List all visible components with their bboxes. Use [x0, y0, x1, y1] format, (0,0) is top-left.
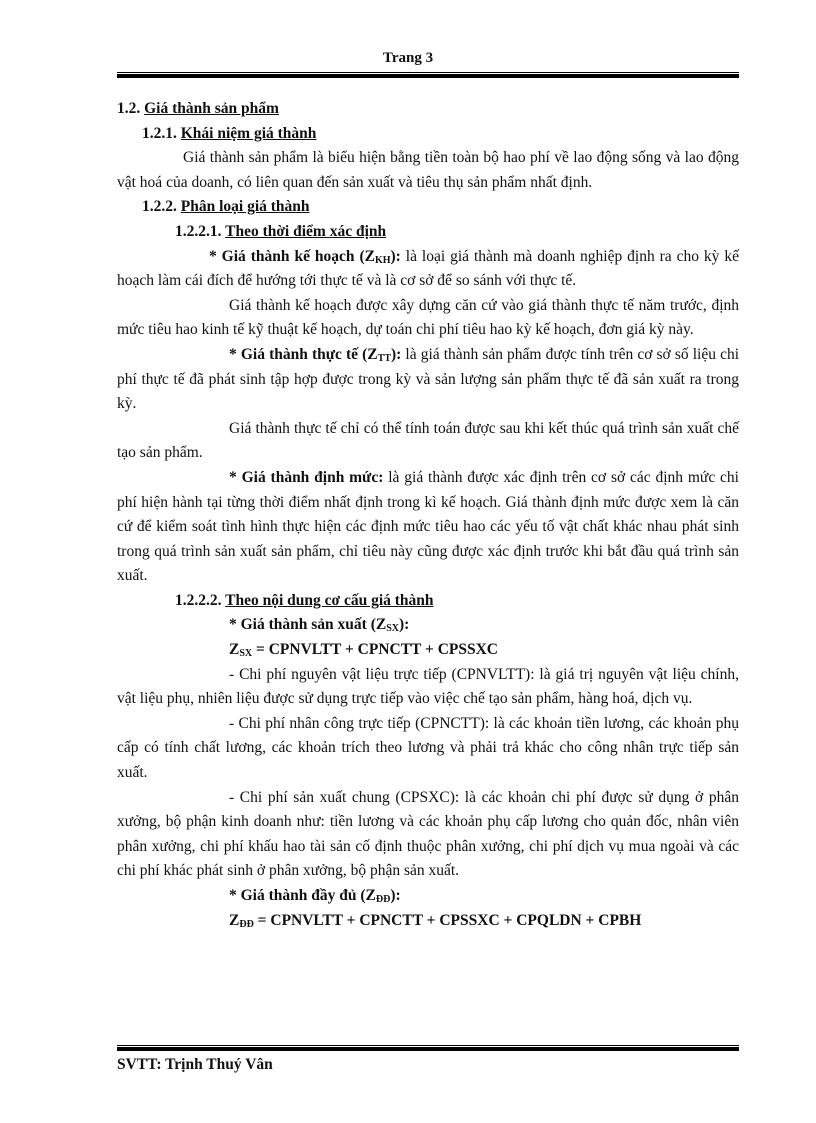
- heading-number: 1.2.2.1.: [175, 222, 226, 240]
- page-number-header: Trang 3: [382, 50, 434, 66]
- formula-full-cost: [117, 909, 739, 934]
- document-body: [117, 97, 739, 933]
- paragraph-actual-cost: [117, 343, 739, 417]
- term-label: * Giá thành đầy đủ (Z: [229, 887, 376, 904]
- subscript: ĐĐ: [375, 894, 391, 905]
- formula-expression: = CPNVLTT + CPNCTT + CPSSXC + CPQLDN + CPBH: [253, 911, 642, 929]
- term-label: * Giá thành sản xuất (Z: [229, 616, 387, 634]
- heading-number: 1.2.: [117, 100, 145, 117]
- term-plan-cost: [209, 248, 401, 265]
- subscript: ĐĐ: [239, 918, 254, 930]
- paragraph-plan-cost-detail: Giá thành kế hoạch được xây dựng căn cứ vào giá thành thực tế năm trước, định mức tiêu hao kinh tế kỹ thuật kế hoạch, dự toán chi phí tiêu hao kỳ kế hoạch, đơn giá kỳ này.: [117, 296, 739, 339]
- footer-rule-thin: [117, 1045, 739, 1046]
- footer-rule-thick: [117, 1047, 739, 1051]
- paragraph-actual-cost-detail: Giá thành thực tế chỉ có thể tính toán được sau khi kết thúc quá trình sản xuất chế tạo sản phẩm.: [117, 419, 739, 462]
- subscript: SX: [239, 648, 253, 660]
- header-rule-thin: [117, 72, 739, 73]
- term-actual-cost: [229, 346, 401, 363]
- formula-production-cost: [117, 638, 739, 663]
- heading-title: Khái niệm giá thành: [180, 124, 317, 142]
- formula-symbol: Z: [229, 641, 240, 659]
- formula-symbol: Z: [229, 911, 240, 929]
- paragraph-standard-cost: [117, 466, 739, 589]
- heading-1-2-2: [117, 195, 739, 220]
- header-rule: [117, 72, 739, 78]
- term-full-cost: [117, 884, 739, 909]
- footer-rule: [117, 1045, 739, 1051]
- footer-author: SVTT: Trịnh Thuý Vân: [117, 1056, 273, 1073]
- formula-expression: = CPNVLTT + CPNCTT + CPSSXC: [252, 641, 498, 659]
- heading-1-2: [117, 97, 739, 122]
- heading-title: Giá thành sản phẩm: [144, 100, 279, 117]
- term-label: * Giá thành kế hoạch (Z: [209, 247, 375, 265]
- heading-1-2-1: [117, 122, 739, 147]
- heading-title: Phân loại giá thành: [180, 198, 310, 216]
- subscript: SX: [386, 623, 399, 635]
- paragraph-direct-labor: - Chi phí nhân công trực tiếp (CPNCTT): là các khoản tiền lương, các khoản phụ cấp có tính chất lương, các khoản trích theo lương và phải trả khác cho công nhân trực tiếp sản xuất.: [117, 714, 739, 782]
- subscript: TT: [377, 352, 391, 364]
- subscript: KH: [374, 254, 391, 266]
- header-rule-thick: [117, 74, 739, 78]
- term-production-cost: [117, 613, 739, 638]
- heading-1-2-2-1: [117, 220, 739, 245]
- term-definition: là loại giá thành mà doanh nghiệp định ra cho kỳ kế hoạch làm cái đích để hướng tới thực tế và là cơ sở để so sánh với thực tế.: [117, 247, 739, 290]
- term-close: ):: [391, 345, 402, 363]
- heading-1-2-2-2: [117, 589, 739, 614]
- heading-number: 1.2.2.: [142, 198, 181, 216]
- paragraph-overhead: - Chi phí sản xuất chung (CPSXC): là các khoản chi phí được sử dụng ở phân xưởng, bộ phận kinh doanh như: tiền lương và các khoản phụ cấp lương cho quản đốc, nhân viên phân xưởng, chi phí khấu hao tài sản cố định thuộc phân xưởng, chi phí dịch vụ mua ngoài và các chi phí khác phát sinh ở phân xưởng, bộ phận sản xuất.: [117, 788, 739, 880]
- term-standard-cost: * Giá thành định mức:: [229, 468, 384, 486]
- term-close: ):: [390, 247, 401, 265]
- term-definition: là giá thành sản phẩm được tính trên cơ sở số liệu chi phí thực tế đã phát sinh tập hợp được trong kỳ và sản lượng sản phẩm thực tế đã sản xuất ra trong kỳ.: [117, 345, 740, 413]
- heading-number: 1.2.2.2.: [175, 591, 226, 609]
- heading-number: 1.2.1.: [142, 124, 181, 142]
- term-close: ):: [390, 887, 401, 904]
- heading-title: Theo thời điểm xác định: [225, 222, 387, 240]
- term-definition: là giá thành được xác định trên cơ sở các định mức chi phí hiện hành tại từng thời điểm nhất định trong kì kế hoạch. Giá thành định mức được xem là căn cứ để kiểm soát tình hình thực hiện các định mức tiêu hao các yếu tố vật chất khác nhau phát sinh trong quá trình sản xuất sản phẩm, chỉ tiêu này cũng được xác định trước khi bắt đầu quá trình sản xuất.: [117, 468, 739, 585]
- heading-title: Theo nội dung cơ cấu giá thành: [225, 591, 434, 609]
- paragraph-plan-cost: [117, 245, 739, 294]
- term-label: * Giá thành thực tế (Z: [229, 345, 378, 363]
- paragraph-direct-material: - Chi phí nguyên vật liệu trực tiếp (CPNVLTT): là giá trị nguyên vật liệu chính, vật liệu phụ, nhiên liệu được sử dụng trực tiếp vào việc chế tạo sản phẩm, hàng hoá, dịch vụ.: [117, 665, 739, 708]
- paragraph-concept: Giá thành sản phẩm là biểu hiện bằng tiền toàn bộ hao phí về lao động sống và lao động vật hoá của doanh, có liên quan đến sản xuất và tiêu thụ sản phẩm nhất định.: [117, 149, 739, 191]
- term-close: ):: [399, 616, 410, 634]
